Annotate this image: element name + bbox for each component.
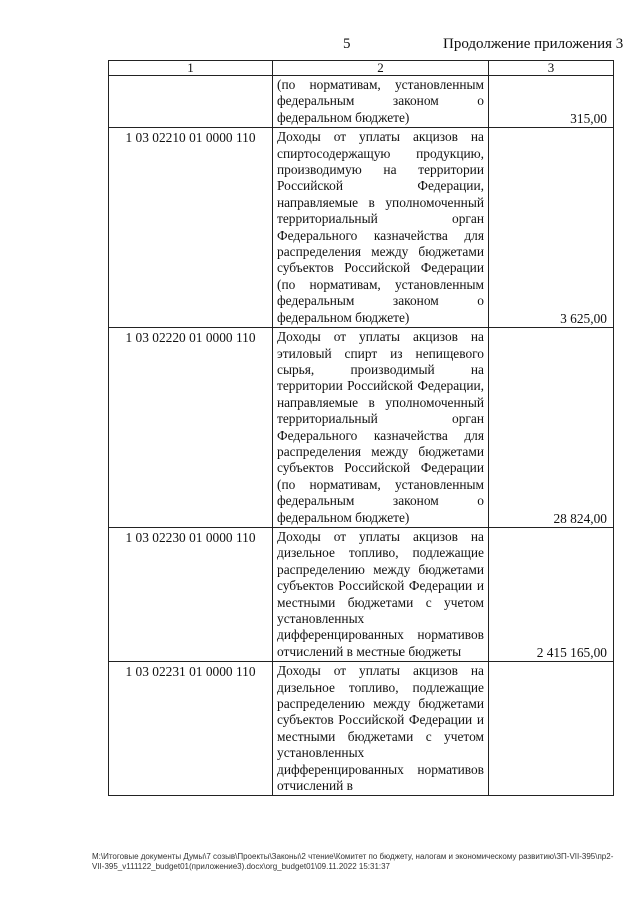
row-amount: 315,00 (489, 76, 614, 128)
row-description-text: (по нормативам, установленным федеральным законом о федеральном бюджете) (277, 77, 484, 125)
column-header-1: 1 (109, 61, 273, 76)
row-description (273, 128, 489, 328)
row-description-text: Доходы от уплаты акцизов на этиловый спирт из непищевого сырья, производимый на территории Российской Федерации, направляемые в уполномоченный территориальный орган Федерального казначейства для распределения между бюджетами субъектов Российской Федерации (по нормативам, установленным федеральным законом о федеральном бюджете) (277, 329, 484, 525)
table-row (109, 527, 614, 661)
row-amount: 3 625,00 (489, 128, 614, 328)
table-row (109, 76, 614, 128)
row-description-text: Доходы от уплаты акцизов на спиртосодержащую продукцию, производимую на территории Российской Федерации, направляемые в уполномоченный территориальный орган Федерального казначейства для распределения между бюджетами субъектов Российской Федерации (по нормативам, установленным федеральным законом о федеральном бюджете) (277, 129, 484, 325)
row-amount: 2 415 165,00 (489, 527, 614, 661)
row-code (109, 76, 273, 128)
row-description (273, 328, 489, 528)
table-header-row (109, 61, 614, 76)
budget-table (108, 60, 614, 796)
row-amount (489, 662, 614, 796)
row-description (273, 76, 489, 128)
row-amount: 28 824,00 (489, 328, 614, 528)
row-code: 1 03 02231 01 0000 110 (109, 662, 273, 796)
continuation-label: Продолжение приложения 3 (443, 36, 624, 52)
page-number: 5 (343, 36, 351, 52)
row-description-text: Доходы от уплаты акцизов на дизельное топливо, подлежащие распределению между бюджетами субъектов Российской Федерации и местными бюджетами с учетом установленных дифференцированных нормативов отчислений в местные бюджеты (277, 528, 484, 659)
column-header-3: 3 (489, 61, 614, 76)
table-row (109, 328, 614, 528)
row-code: 1 03 02210 01 0000 110 (109, 128, 273, 328)
row-code: 1 03 02220 01 0000 110 (109, 328, 273, 528)
column-header-2: 2 (273, 61, 489, 76)
row-description (273, 662, 489, 796)
row-description-text: Доходы от уплаты акцизов на дизельное топливо, подлежащие распределению между бюджетами субъектов Российской Федерации и местными бюджетами с учетом установленных дифференцированных нормативов отчислений в (277, 663, 484, 794)
row-code: 1 03 02230 01 0000 110 (109, 527, 273, 661)
table-row (109, 128, 614, 328)
row-description (273, 527, 489, 661)
table-row (109, 662, 614, 796)
document-path-footer: М:\Итоговые документы Думы\7 созыв\Проекты\Законы\2 чтение\Комитет по бюджету, налогам и экономическому развитию\ЗП-VII-395\пр2-VII-395_v111122_budget01(приложение3).docx\org_budget01\09.11.2022 15:31:37 (92, 852, 614, 871)
